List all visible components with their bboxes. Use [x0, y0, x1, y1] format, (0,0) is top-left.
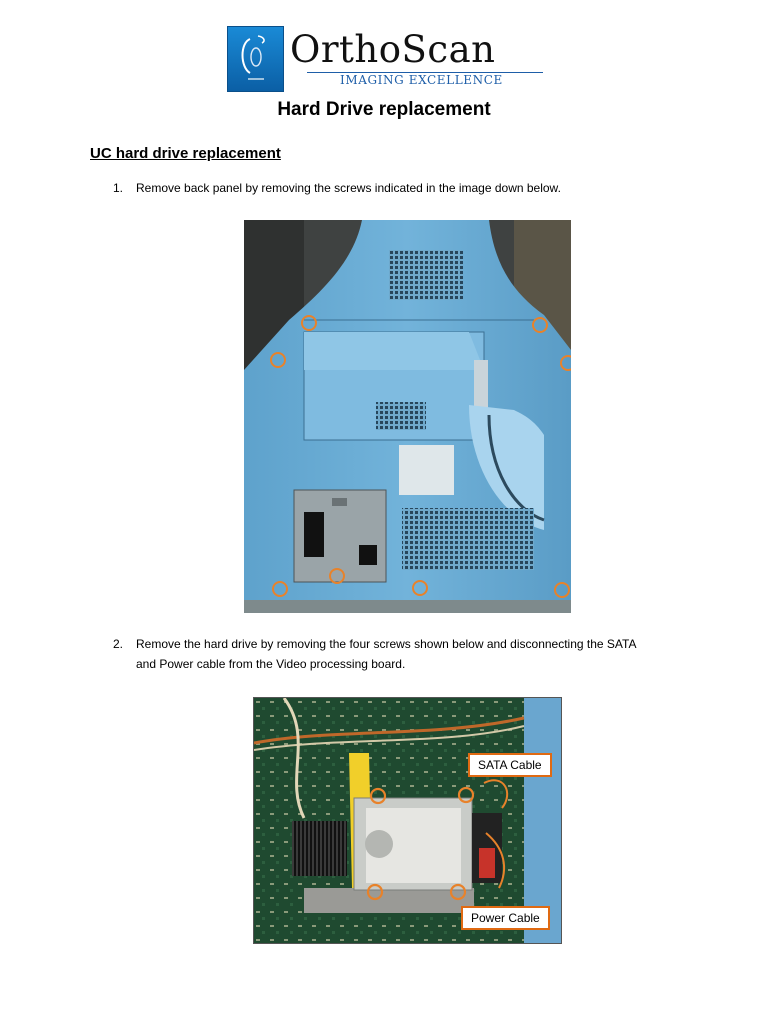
logo-wordmark: OrthoScan	[290, 28, 496, 71]
step-number: 1.	[113, 181, 124, 195]
logo-tagline: IMAGING EXCELLENCE	[340, 73, 503, 87]
step-2	[113, 634, 636, 674]
step-1	[113, 178, 561, 198]
back-panel-photo	[244, 220, 571, 613]
power-cable-callout: Power Cable	[461, 906, 550, 930]
orthoscan-logo	[227, 26, 545, 92]
step-text-line-2: and Power cable from the Video processing board.	[136, 657, 406, 671]
logo-mark-icon	[227, 26, 284, 92]
section-heading: UC hard drive replacement	[90, 145, 281, 162]
step-text: Remove back panel by removing the screws indicated in the image down below.	[136, 181, 561, 195]
step-text-line-1: Remove the hard drive by removing the four screws shown below and disconnecting the SATA	[136, 637, 637, 651]
sata-cable-callout: SATA Cable	[468, 753, 552, 777]
document-title: Hard Drive replacement	[277, 99, 491, 120]
hard-drive-photo	[253, 697, 562, 944]
step-number: 2.	[113, 637, 124, 651]
